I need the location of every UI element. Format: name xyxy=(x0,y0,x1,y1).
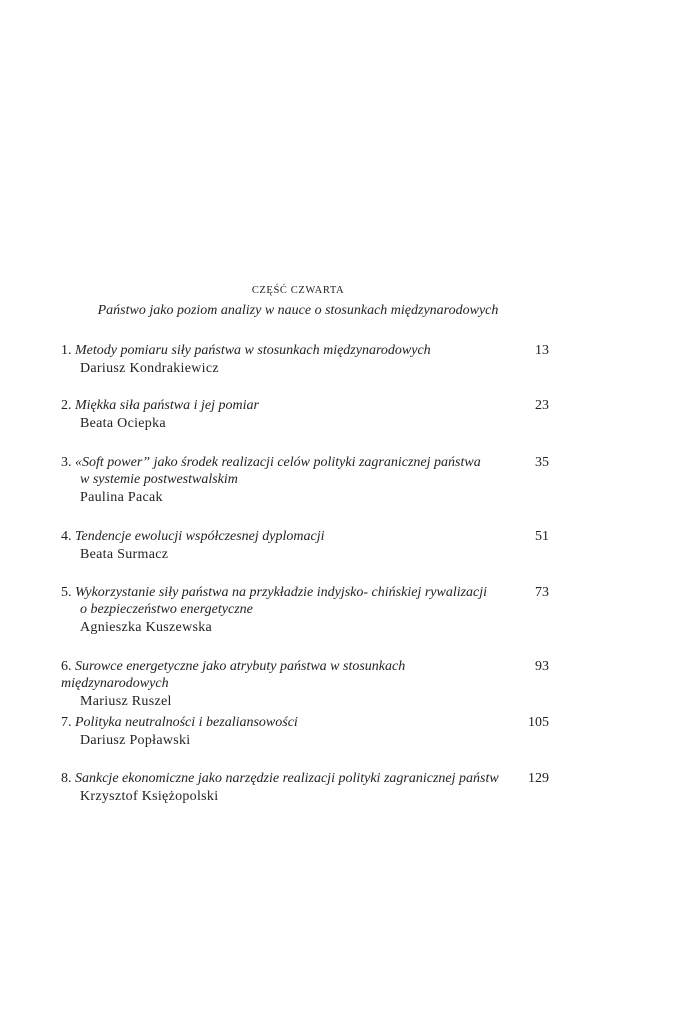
toc-entry-number: 1. xyxy=(61,343,72,358)
toc-entry-7 xyxy=(61,714,549,751)
toc-entry-3 xyxy=(61,454,549,508)
part-label: CZĘŚĆ CZWARTA xyxy=(251,285,345,296)
toc-entry-number: 5. xyxy=(61,585,72,600)
toc-entry-2 xyxy=(61,397,549,434)
toc-entry-page-number: 13 xyxy=(535,343,549,358)
toc-entry-page-number: 35 xyxy=(535,455,549,470)
toc-entry-page-number: 105 xyxy=(528,715,549,730)
toc-entry-5 xyxy=(61,584,549,638)
toc-entry-number: 4. xyxy=(61,529,72,544)
toc-entry-page-number: 51 xyxy=(535,529,549,544)
toc-entry-author: Paulina Pacak xyxy=(80,490,163,505)
toc-entry-title xyxy=(61,454,549,488)
toc-entry-title xyxy=(61,714,549,731)
toc-entry-8 xyxy=(61,770,549,807)
toc-entry-title xyxy=(61,770,549,787)
toc-entry-title-text: Tendencje ewolucji współczesnej dyplomacji xyxy=(75,529,325,544)
toc-entry-author: Beata Surmacz xyxy=(80,547,169,562)
toc-entry-page-number: 73 xyxy=(535,585,549,600)
toc-entry-title-continuation: o bezpieczeństwo energetyczne xyxy=(80,602,253,617)
toc-entry-4 xyxy=(61,528,549,565)
toc-entry-title-text: Metody pomiaru siły państwa w stosunkach międzynarodowych xyxy=(75,343,431,358)
toc-entry-page-number: 129 xyxy=(528,771,549,786)
toc-entry-title-text: «Soft power” jako środek realizacji celów polityki zagranicznej państwa xyxy=(75,455,481,470)
toc-entry-6 xyxy=(61,658,549,712)
part-title: Państwo jako poziom analizy w nauce o stosunkach międzynarodowych xyxy=(97,303,499,318)
toc-entry-title xyxy=(61,584,549,618)
toc-entry-title-text: Sankcje ekonomiczne jako narzędzie realizacji polityki zagranicznej państw xyxy=(75,771,499,786)
toc-entry-title xyxy=(61,397,549,414)
toc-entry-title xyxy=(61,528,549,545)
toc-entry-author: Beata Ociepka xyxy=(80,416,166,431)
toc-entry-title xyxy=(61,658,549,692)
toc-entry-number: 3. xyxy=(61,455,72,470)
toc-entry-title-text: Polityka neutralności i bezaliansowości xyxy=(75,715,298,730)
toc-entry-title-text: Surowce energetyczne jako atrybuty państwa w stosunkach międzynarodowych xyxy=(61,659,406,691)
toc-entry-author: Krzysztof Księżopolski xyxy=(80,789,219,804)
toc-entry-page-number: 93 xyxy=(535,659,549,674)
toc-entry-number: 2. xyxy=(61,398,72,413)
toc-entry-title-text: Miękka siła państwa i jej pomiar xyxy=(75,398,259,413)
toc-entry-author: Mariusz Ruszel xyxy=(80,694,172,709)
toc-entry-title-continuation: w systemie postwestwalskim xyxy=(80,472,238,487)
toc-entry-number: 6. xyxy=(61,659,72,674)
toc-entry-title xyxy=(61,342,549,359)
toc-entry-author: Agnieszka Kuszewska xyxy=(80,620,213,635)
toc-entry-page-number: 23 xyxy=(535,398,549,413)
toc-entry-number: 7. xyxy=(61,715,72,730)
toc-entry-number: 8. xyxy=(61,771,72,786)
toc-entry-1 xyxy=(61,342,549,379)
toc-entry-author: Dariusz Kondrakiewicz xyxy=(80,361,219,376)
toc-entry-author: Dariusz Popławski xyxy=(80,733,191,748)
toc-entry-title-text: Wykorzystanie siły państwa na przykładzie indyjsko- chińskiej rywalizacji xyxy=(75,585,488,600)
